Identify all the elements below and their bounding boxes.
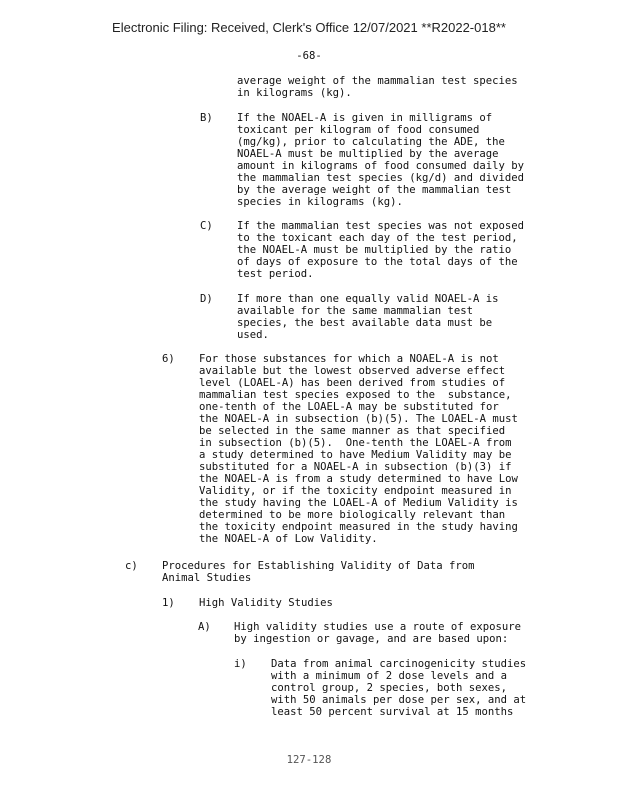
a-cont-line: in kilograms (kg). bbox=[237, 87, 352, 99]
item-c-line: of days of exposure to the total days of the bbox=[237, 256, 518, 268]
item-d-line: used. bbox=[237, 329, 269, 341]
item-6-line: the NOAEL-A is from a study determined to have Low bbox=[199, 473, 518, 485]
page-number: -68- bbox=[296, 50, 322, 62]
item-b-line: the mammalian test species (kg/d) and divided bbox=[237, 172, 525, 184]
item-b-line: toxicant per kilogram of food consumed bbox=[237, 124, 480, 136]
item-6-line: the NOAEL-A in subsection (b)(5). The LOAEL-A must bbox=[199, 413, 518, 425]
item-6-line: the NOAEL-A of Low Validity. bbox=[199, 533, 378, 545]
item-i-line: Data from animal carcinogenicity studies bbox=[271, 658, 527, 670]
item-6-line: mammalian test species exposed to the substance, bbox=[199, 389, 512, 401]
page-footer: 127-128 bbox=[286, 754, 332, 766]
item-1-label: 1) bbox=[162, 597, 175, 609]
item-6-line: in subsection (b)(5). One-tenth the LOAEL-A from bbox=[199, 437, 512, 449]
item-b-line: If the NOAEL-A is given in milligrams of bbox=[237, 112, 493, 124]
section-c-label: c) bbox=[125, 560, 138, 572]
item-c-line: the NOAEL-A must be multiplied by the ratio bbox=[237, 244, 512, 256]
item-b-line: amount in kilograms of food consumed daily by bbox=[237, 160, 525, 172]
section-c-heading: Procedures for Establishing Validity of Data from bbox=[162, 560, 475, 572]
item-6-line: one-tenth of the LOAEL-A may be substituted for bbox=[199, 401, 499, 413]
item-6-line: Validity, or if the toxicity endpoint measured in bbox=[199, 485, 512, 497]
a-cont-line: average weight of the mammalian test species bbox=[237, 75, 518, 87]
item-6-line: a study determined to have Medium Validity may be bbox=[199, 449, 512, 461]
item-6-line: available but the lowest observed adverse effect bbox=[199, 365, 506, 377]
item-i-line: with 50 animals per dose per sex, and at bbox=[271, 694, 527, 706]
item-d-line: available for the same mammalian test bbox=[237, 305, 473, 317]
item-b-line: species in kilograms (kg). bbox=[237, 196, 403, 208]
item-6-line: be selected in the same manner as that specified bbox=[199, 425, 506, 437]
item-6-line: the toxicity endpoint measured in the study having bbox=[199, 521, 518, 533]
item-i-line: least 50 percent survival at 15 months bbox=[271, 706, 514, 718]
item-a-label: A) bbox=[198, 621, 211, 633]
item-6-line: the study having the LOAEL-A of Medium Validity is bbox=[199, 497, 518, 509]
item-i-label: i) bbox=[234, 658, 247, 670]
item-b-line: by the average weight of the mammalian test bbox=[237, 184, 512, 196]
item-6-line: level (LOAEL-A) has been derived from studies of bbox=[199, 377, 506, 389]
item-i-line: control group, 2 species, both sexes, bbox=[271, 682, 507, 694]
item-i-line: with a minimum of 2 dose levels and a bbox=[271, 670, 507, 682]
item-c-line: If the mammalian test species was not exposed bbox=[237, 220, 525, 232]
section-c-heading: Animal Studies bbox=[162, 572, 252, 584]
item-d-line: If more than one equally valid NOAEL-A is bbox=[237, 293, 499, 305]
item-a-line: High validity studies use a route of exposure bbox=[234, 621, 522, 633]
item-6-line: determined to be more biologically relevant than bbox=[199, 509, 506, 521]
item-c-line: test period. bbox=[237, 268, 314, 280]
filing-header: Electronic Filing: Received, Clerk's Office 12/07/2021 **R2022-018** bbox=[112, 20, 506, 35]
item-d-line: species, the best available data must be bbox=[237, 317, 493, 329]
item-a-line: by ingestion or gavage, and are based upon: bbox=[234, 633, 509, 645]
item-6-line: For those substances for which a NOAEL-A is not bbox=[199, 353, 499, 365]
item-b-line: (mg/kg), prior to calculating the ADE, the bbox=[237, 136, 505, 148]
item-d-label: D) bbox=[200, 293, 213, 305]
item-b-label: B) bbox=[200, 112, 213, 124]
item-c-label: C) bbox=[200, 220, 213, 232]
item-6-line: substituted for a NOAEL-A in subsection (b)(3) if bbox=[199, 461, 512, 473]
item-b-line: NOAEL-A must be multiplied by the average bbox=[237, 148, 499, 160]
item-1-heading: High Validity Studies bbox=[199, 597, 333, 609]
item-6-label: 6) bbox=[162, 353, 175, 365]
item-c-line: to the toxicant each day of the test period, bbox=[237, 232, 518, 244]
